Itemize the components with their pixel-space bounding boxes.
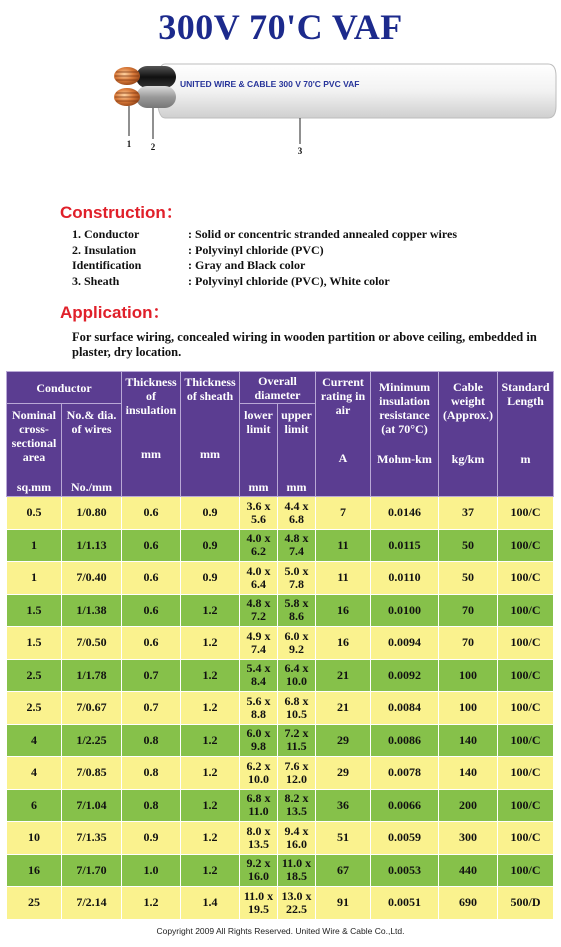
header-current-label: Current rating in air [320,375,366,417]
spec-table-wrapper [6,371,554,920]
construction-value: : Gray and Black color [188,258,306,272]
table-row [7,594,554,627]
cell-upper-limit: 5.0 x 7.8 [278,562,316,595]
header-thickness-sheath-unit: mm [200,447,220,461]
cell-thickness-sheath: 1.2 [181,692,240,725]
page-title: 300V 70'C VAF [158,7,403,47]
callout-3: 3 [297,146,303,156]
cell-no-dia-wires: 1/1.78 [62,659,122,692]
header-standard-length [498,372,554,497]
cell-standard-length: 100/C [498,757,554,790]
cell-current-rating: 16 [316,594,371,627]
cell-standard-length: 500/D [498,887,554,920]
cell-thickness-sheath: 0.9 [181,497,240,530]
cell-current-rating: 29 [316,757,371,790]
cell-upper-limit: 7.2 x 11.5 [278,724,316,757]
table-row [7,854,554,887]
header-min-insulation-unit: Mohm-km [377,452,432,466]
cell-thickness-insulation: 0.9 [122,822,181,855]
cell-min-insulation: 0.0094 [371,627,439,660]
cell-thickness-insulation: 0.8 [122,789,181,822]
cell-min-insulation: 0.0059 [371,822,439,855]
cell-current-rating: 29 [316,724,371,757]
construction-key: 3. Sheath [72,273,120,288]
table-row [7,529,554,562]
cell-lower-limit: 6.8 x 11.0 [240,789,278,822]
cell-nominal-area: 4 [7,757,62,790]
cell-thickness-sheath: 1.2 [181,822,240,855]
header-overall-diameter: Overall diameter [240,372,316,404]
cell-upper-limit: 9.4 x 16.0 [278,822,316,855]
cell-standard-length: 100/C [498,529,554,562]
callout-1: 1 [126,139,132,149]
copyright-footer: Copyright 2009 All Rights Reserved. United Wire & Cable Co.,Ltd. [156,926,405,936]
cell-no-dia-wires: 1/2.25 [62,724,122,757]
cell-lower-limit: 5.4 x 8.4 [240,659,278,692]
cell-thickness-insulation: 0.6 [122,594,181,627]
header-nominal-area [7,404,62,497]
cell-lower-limit: 8.0 x 13.5 [240,822,278,855]
cable-print: UNITED WIRE & CABLE 300 V 70'C PVC VAF [180,79,360,89]
cell-current-rating: 16 [316,627,371,660]
cell-upper-limit: 4.4 x 6.8 [278,497,316,530]
cell-nominal-area: 10 [7,822,62,855]
cell-standard-length: 100/C [498,822,554,855]
cell-cable-weight: 100 [439,659,498,692]
cell-current-rating: 11 [316,529,371,562]
header-current-unit: A [338,451,348,465]
table-row [7,724,554,757]
table-row [7,757,554,790]
cell-min-insulation: 0.0051 [371,887,439,920]
cell-no-dia-wires: 1/1.13 [62,529,122,562]
cell-min-insulation: 0.0100 [371,594,439,627]
cell-thickness-insulation: 0.8 [122,724,181,757]
cell-thickness-insulation: 0.6 [122,529,181,562]
header-current [316,372,371,497]
cell-no-dia-wires: 7/0.67 [62,692,122,725]
header-nominal-area-label: Nominal cross-sectional area [11,408,57,464]
cell-cable-weight: 50 [439,562,498,595]
header-no-dia-wires-unit: No./mm [71,480,112,494]
construction-row [72,243,457,259]
cell-cable-weight: 140 [439,757,498,790]
cell-thickness-sheath: 0.9 [181,529,240,562]
header-lower-limit [240,404,278,497]
application-heading: Application： [60,303,170,322]
header-lower-limit-label: lower limit [244,408,273,436]
cell-lower-limit: 4.0 x 6.2 [240,529,278,562]
cell-standard-length: 100/C [498,627,554,660]
cell-no-dia-wires: 7/1.70 [62,854,122,887]
construction-key: 2. Insulation [72,242,137,257]
cell-current-rating: 91 [316,887,371,920]
table-row [7,692,554,725]
cell-upper-limit: 13.0 x 22.5 [278,887,316,920]
header-min-insulation-label: Minimum insulation resistance (at 70°C) [378,380,431,436]
cell-nominal-area: 6 [7,789,62,822]
cell-lower-limit: 6.0 x 9.8 [240,724,278,757]
cell-thickness-sheath: 0.9 [181,562,240,595]
construction-heading: Construction： [60,203,183,222]
cell-upper-limit: 4.8 x 7.4 [278,529,316,562]
header-thickness-sheath-label: Thickness of sheath [184,375,236,403]
cell-lower-limit: 5.6 x 8.8 [240,692,278,725]
cell-cable-weight: 200 [439,789,498,822]
cell-current-rating: 7 [316,497,371,530]
header-standard-length-label: Standard Length [501,380,550,408]
cell-thickness-insulation: 0.6 [122,627,181,660]
cable-illustration [0,52,561,162]
construction-row [72,258,457,274]
cell-min-insulation: 0.0084 [371,692,439,725]
cell-upper-limit: 5.8 x 8.6 [278,594,316,627]
cell-standard-length: 100/C [498,854,554,887]
cell-min-insulation: 0.0086 [371,724,439,757]
header-lower-limit-unit: mm [248,480,269,494]
header-cable-weight-unit: kg/km [451,452,485,466]
cell-no-dia-wires: 7/1.04 [62,789,122,822]
construction-key: Identification [72,258,142,272]
construction-key: 1. Conductor [72,227,140,241]
header-standard-length-unit: m [520,452,531,466]
header-thickness-sheath [181,372,240,497]
cell-thickness-insulation: 0.8 [122,757,181,790]
cell-no-dia-wires: 7/0.40 [62,562,122,595]
cell-nominal-area: 2.5 [7,659,62,692]
cell-thickness-insulation: 0.7 [122,692,181,725]
cell-cable-weight: 440 [439,854,498,887]
cell-thickness-insulation: 0.6 [122,497,181,530]
construction-list [72,227,457,289]
cell-cable-weight: 50 [439,529,498,562]
header-thickness-insulation-label: Thickness of insulation [125,375,177,417]
cell-lower-limit: 4.8 x 7.2 [240,594,278,627]
header-min-insulation [371,372,439,497]
cell-thickness-sheath: 1.4 [181,887,240,920]
cell-standard-length: 100/C [498,659,554,692]
construction-value: : Polyvinyl chloride (PVC) [188,242,324,257]
cell-lower-limit: 4.9 x 7.4 [240,627,278,660]
header-cable-weight [439,372,498,497]
cell-lower-limit: 4.0 x 6.4 [240,562,278,595]
cell-thickness-insulation: 0.7 [122,659,181,692]
cell-nominal-area: 16 [7,854,62,887]
cell-upper-limit: 6.0 x 9.2 [278,627,316,660]
cell-current-rating: 21 [316,659,371,692]
cell-cable-weight: 140 [439,724,498,757]
spec-table [6,371,554,920]
header-cable-weight-label: Cable weight (Approx.) [442,380,494,422]
cell-thickness-insulation: 1.0 [122,854,181,887]
cell-thickness-insulation: 0.6 [122,562,181,595]
cell-no-dia-wires: 1/0.80 [62,497,122,530]
cell-nominal-area: 0.5 [7,497,62,530]
spec-table-body [7,497,554,920]
construction-row [72,274,457,290]
cell-standard-length: 100/C [498,562,554,595]
construction-row [72,227,457,243]
header-upper-limit-unit: mm [286,480,307,494]
table-row [7,887,554,920]
cell-nominal-area: 1 [7,529,62,562]
cell-cable-weight: 690 [439,887,498,920]
cell-standard-length: 100/C [498,692,554,725]
cell-nominal-area: 4 [7,724,62,757]
cell-no-dia-wires: 7/0.85 [62,757,122,790]
cell-standard-length: 100/C [498,789,554,822]
table-row [7,627,554,660]
application-text: For surface wiring, concealed wiring in wooden partition or above ceiling, embedded in plaster, dry location. [72,330,537,359]
header-upper-limit-label: upper limit [281,408,312,436]
construction-value: : Polyvinyl chloride (PVC), White color [188,273,390,288]
cell-no-dia-wires: 7/2.14 [62,887,122,920]
cell-upper-limit: 6.4 x 10.0 [278,659,316,692]
callout-2: 2 [150,142,156,152]
cell-thickness-sheath: 1.2 [181,724,240,757]
cell-standard-length: 100/C [498,594,554,627]
cell-thickness-sheath: 1.2 [181,594,240,627]
cell-current-rating: 11 [316,562,371,595]
cell-thickness-sheath: 1.2 [181,854,240,887]
cell-cable-weight: 37 [439,497,498,530]
cell-lower-limit: 6.2 x 10.0 [240,757,278,790]
cell-cable-weight: 300 [439,822,498,855]
cell-nominal-area: 1.5 [7,594,62,627]
cell-thickness-sheath: 1.2 [181,627,240,660]
cell-thickness-sheath: 1.2 [181,789,240,822]
table-row [7,789,554,822]
cell-nominal-area: 25 [7,887,62,920]
header-upper-limit [278,404,316,497]
cell-nominal-area: 1.5 [7,627,62,660]
cell-standard-length: 100/C [498,724,554,757]
cell-lower-limit: 9.2 x 16.0 [240,854,278,887]
cell-cable-weight: 70 [439,594,498,627]
table-row [7,497,554,530]
cell-thickness-sheath: 1.2 [181,757,240,790]
cell-upper-limit: 8.2 x 13.5 [278,789,316,822]
header-thickness-insulation-unit: mm [141,447,161,461]
cell-min-insulation: 0.0092 [371,659,439,692]
cell-current-rating: 21 [316,692,371,725]
header-nominal-area-unit: sq.mm [16,480,52,494]
cell-upper-limit: 11.0 x 18.5 [278,854,316,887]
header-no-dia-wires [62,404,122,497]
cell-no-dia-wires: 1/1.38 [62,594,122,627]
cell-min-insulation: 0.0146 [371,497,439,530]
cell-nominal-area: 1 [7,562,62,595]
cell-current-rating: 51 [316,822,371,855]
cell-min-insulation: 0.0053 [371,854,439,887]
cell-current-rating: 67 [316,854,371,887]
header-thickness-insulation [122,372,181,497]
cell-cable-weight: 70 [439,627,498,660]
cell-current-rating: 36 [316,789,371,822]
cell-upper-limit: 7.6 x 12.0 [278,757,316,790]
cell-cable-weight: 100 [439,692,498,725]
cell-min-insulation: 0.0066 [371,789,439,822]
cell-min-insulation: 0.0078 [371,757,439,790]
cell-no-dia-wires: 7/0.50 [62,627,122,660]
table-row [7,562,554,595]
cell-min-insulation: 0.0115 [371,529,439,562]
cell-thickness-insulation: 1.2 [122,887,181,920]
cell-nominal-area: 2.5 [7,692,62,725]
cell-thickness-sheath: 1.2 [181,659,240,692]
cell-upper-limit: 6.8 x 10.5 [278,692,316,725]
cell-lower-limit: 11.0 x 19.5 [240,887,278,920]
copper-conductor-icon [114,67,140,106]
table-row [7,659,554,692]
cell-standard-length: 100/C [498,497,554,530]
header-no-dia-wires-label: No.& dia. of wires [66,408,117,436]
cell-lower-limit: 3.6 x 5.6 [240,497,278,530]
construction-value: : Solid or concentric stranded annealed copper wires [188,227,457,241]
cell-min-insulation: 0.0110 [371,562,439,595]
cell-no-dia-wires: 7/1.35 [62,822,122,855]
header-conductor: Conductor [7,372,122,404]
table-row [7,822,554,855]
